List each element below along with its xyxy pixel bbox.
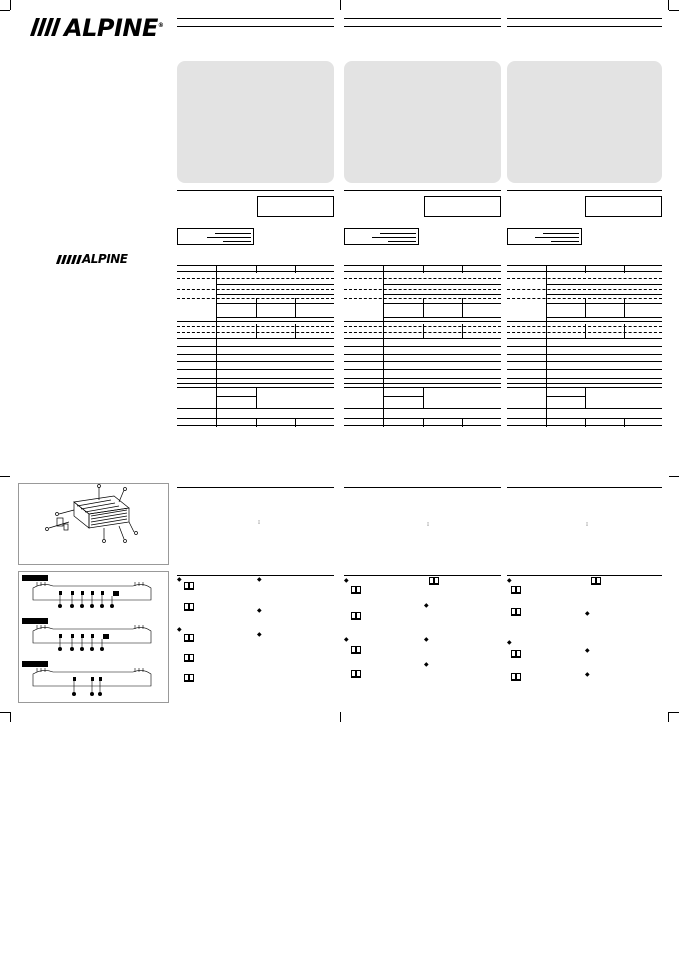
notice-box — [257, 196, 334, 217]
small-print: ••• — [257, 520, 262, 525]
speaker-icon — [591, 577, 601, 585]
bullet-icon: ◆ — [585, 611, 590, 617]
column-2 — [344, 0, 501, 954]
crop-mark — [668, 712, 669, 722]
terminal-panel-1 — [23, 578, 166, 612]
section-rule — [177, 575, 334, 576]
crop-mark — [340, 712, 341, 722]
brand-logo-small — [82, 252, 127, 266]
small-print: ••• — [585, 522, 590, 527]
bullet-icon: ◆ — [177, 627, 182, 633]
header-rule — [507, 18, 662, 19]
crop-mark — [669, 476, 679, 477]
logo-stripes-icon — [56, 255, 82, 264]
brand-logo-text: ALPINE — [64, 14, 158, 42]
section-rule — [344, 487, 501, 488]
model-box — [177, 228, 254, 245]
section-rule — [177, 190, 334, 191]
bullet-icon: ◆ — [585, 648, 590, 654]
bullet-icon: ◆ — [507, 578, 512, 584]
speaker-icon — [429, 577, 439, 585]
section-rule — [177, 487, 334, 488]
bullet-icon: ◆ — [585, 672, 590, 678]
speaker-icon — [511, 586, 521, 594]
header-rule — [177, 18, 334, 19]
crop-mark — [669, 10, 679, 11]
speaker-icon — [351, 612, 361, 620]
terminal-panel-2 — [23, 621, 166, 655]
crop-mark — [10, 0, 11, 10]
specification-table — [507, 265, 662, 426]
speaker-icon — [351, 586, 361, 594]
header-rule — [344, 26, 501, 27]
speaker-icon — [184, 634, 194, 642]
bullet-icon: ◆ — [257, 608, 262, 614]
bullet-icon: ◆ — [424, 637, 429, 643]
amplifier-terminal-figures — [18, 571, 169, 703]
crop-mark — [0, 10, 10, 11]
specification-table — [344, 265, 501, 426]
speaker-icon — [351, 670, 361, 678]
bullet-icon: ◆ — [424, 603, 429, 609]
crop-mark — [669, 712, 679, 713]
speaker-icon — [184, 582, 194, 590]
bullet-icon: ◆ — [424, 662, 429, 668]
specification-table — [177, 265, 334, 426]
speaker-icon — [351, 646, 361, 654]
header-rule — [344, 18, 501, 19]
header-rule — [177, 26, 334, 27]
brand-logo — [64, 14, 163, 42]
header-rule — [507, 26, 662, 27]
bullet-icon: ◆ — [257, 577, 262, 583]
shaded-panel — [344, 61, 501, 183]
column-3 — [507, 0, 662, 954]
brand-logo-text: ALPINE — [82, 252, 128, 266]
amplifier-installation-figure — [18, 483, 169, 565]
bullet-icon: ◆ — [507, 640, 512, 646]
crop-mark — [10, 712, 11, 722]
speaker-icon — [511, 650, 521, 658]
section-rule — [344, 190, 501, 191]
crop-mark — [0, 712, 10, 713]
bullet-icon: ◆ — [177, 577, 182, 583]
section-rule — [507, 575, 662, 576]
amplifier-drawing — [19, 484, 168, 564]
model-box — [344, 228, 419, 245]
shaded-panel — [177, 61, 334, 183]
crop-mark — [668, 0, 669, 10]
section-rule — [507, 190, 662, 191]
notice-box — [585, 196, 662, 217]
model-box — [507, 228, 582, 245]
section-rule — [507, 487, 662, 488]
speaker-icon — [184, 674, 194, 682]
bullet-icon: ◆ — [344, 578, 349, 584]
shaded-panel — [507, 61, 662, 183]
bullet-icon: ◆ — [257, 632, 262, 638]
section-rule — [344, 575, 501, 576]
speaker-icon — [184, 603, 194, 611]
bullet-icon: ◆ — [344, 637, 349, 643]
speaker-icon — [511, 673, 521, 681]
column-1 — [177, 0, 334, 954]
crop-mark — [340, 0, 341, 10]
notice-box — [424, 196, 501, 217]
crop-mark — [0, 476, 10, 477]
logo-stripes-icon — [30, 18, 62, 36]
speaker-icon — [184, 654, 194, 662]
registered-mark: ® — [157, 22, 164, 29]
small-print: ••• — [426, 522, 431, 527]
speaker-icon — [511, 608, 521, 616]
terminal-panel-3 — [23, 664, 166, 700]
